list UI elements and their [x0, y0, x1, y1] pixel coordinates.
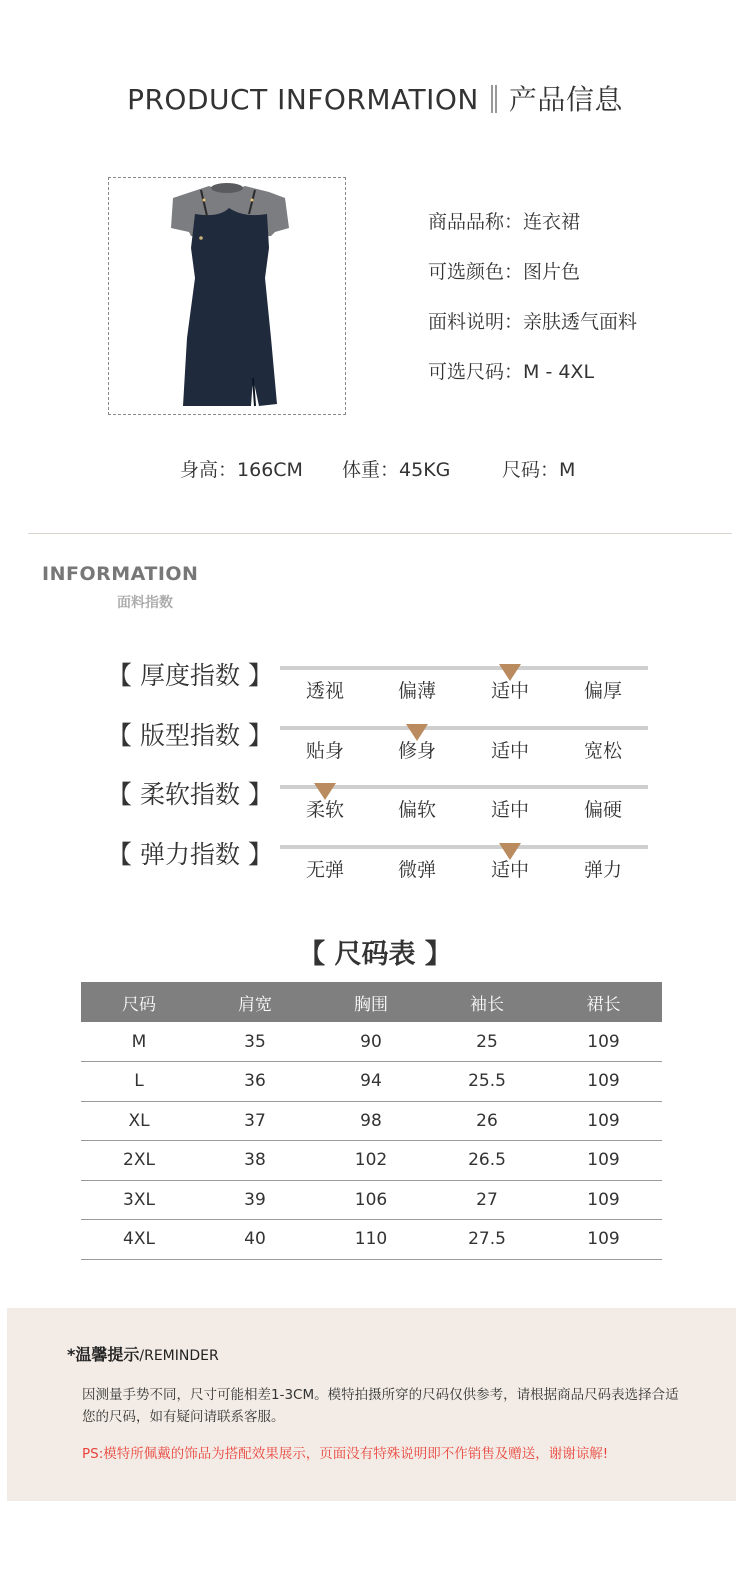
table-cell: 26: [429, 1101, 545, 1141]
index-option: 偏厚: [583, 680, 622, 702]
table-cell: 39: [197, 1180, 313, 1220]
table-cell: 94: [313, 1062, 429, 1102]
table-row: [81, 1062, 662, 1102]
table-cell: 109: [545, 1022, 662, 1062]
table-cell: 102: [313, 1141, 429, 1181]
table-cell: 3XL: [81, 1180, 197, 1220]
spec-value: 图片色: [523, 261, 581, 283]
index-option: 柔软: [305, 799, 344, 821]
index-marker-icon: [499, 664, 521, 681]
index-option: 适中: [490, 680, 529, 702]
header-separator: [491, 85, 497, 113]
reminder-ps: PS:模特所佩戴的饰品为搭配效果展示，页面没有特殊说明即不作销售及赠送，谢谢谅解!: [82, 1446, 609, 1462]
table-cell: 109: [545, 1101, 662, 1141]
page-header: [0, 78, 750, 118]
reminder-title-cn: *温馨提示: [67, 1345, 140, 1364]
spec-label: 面料说明：: [428, 311, 524, 333]
index-bar: [280, 666, 648, 670]
index-marker-icon: [499, 843, 521, 860]
model-weight-value: 45KG: [399, 459, 451, 481]
index-option: 修身: [397, 740, 436, 762]
header-title-en: PRODUCT INFORMATION: [127, 83, 479, 116]
spec-value: 连衣裙: [523, 211, 581, 233]
spec-row-name: [428, 208, 637, 258]
reminder-title-en: /REMINDER: [139, 1348, 219, 1364]
index-option: 偏软: [397, 799, 436, 821]
model-info: [180, 455, 575, 482]
spec-value: 亲肤透气面料: [523, 311, 638, 333]
index-option: 偏薄: [397, 680, 436, 702]
dress-illustration: [109, 178, 347, 416]
index-option: 适中: [490, 740, 529, 762]
size-table-header-cell: 尺码: [81, 982, 197, 1022]
table-cell: 26.5: [429, 1141, 545, 1181]
table-row: [81, 1022, 662, 1062]
index-row: [0, 716, 750, 776]
header-title-cn: 产品信息: [508, 83, 623, 116]
spec-label: 可选颜色：: [428, 261, 524, 283]
table-row: [81, 1180, 662, 1220]
size-table-header: [81, 982, 662, 1022]
table-cell: L: [81, 1062, 197, 1102]
table-cell: 90: [313, 1022, 429, 1062]
table-cell: 35: [197, 1022, 313, 1062]
index-label: 【 版型指数 】: [107, 721, 273, 750]
model-weight: [342, 455, 502, 482]
index-label: 【 弹力指数 】: [107, 840, 273, 869]
index-option: 贴身: [305, 740, 344, 762]
table-cell: 27: [429, 1180, 545, 1220]
index-option: 微弹: [397, 859, 436, 881]
table-cell: 109: [545, 1180, 662, 1220]
size-chart-title: 【 尺码表 】: [298, 939, 452, 970]
info-subtitle: 面料指数: [117, 595, 173, 611]
table-cell: 25.5: [429, 1062, 545, 1102]
section-divider: [28, 533, 732, 534]
size-table-header-cell: 肩宽: [197, 982, 313, 1022]
model-weight-label: 体重：: [342, 459, 400, 481]
spec-row-fabric: [428, 308, 637, 358]
product-specs: [428, 208, 637, 408]
table-row: [81, 1101, 662, 1141]
size-table-header-cell: 胸围: [313, 982, 429, 1022]
model-size-value: M: [559, 459, 576, 481]
table-cell: 106: [313, 1180, 429, 1220]
index-row: [0, 775, 750, 835]
index-row: [0, 835, 750, 895]
reminder-text: 因测量手势不同，尺寸可能相差1-3CM。模特拍摄所穿的尺码仅供参考，请根据商品尺码表选择合适您的尺码，如有疑问请联系客服。: [82, 1387, 679, 1425]
index-option: 适中: [490, 859, 529, 881]
spec-label: 商品品称：: [428, 211, 524, 233]
reminder-title: [67, 1342, 219, 1365]
size-table: [81, 982, 662, 1260]
index-row: [0, 656, 750, 716]
spec-label: 可选尺码：: [428, 361, 524, 383]
table-row: [81, 1220, 662, 1260]
index-marker-icon: [314, 783, 336, 800]
info-title: INFORMATION: [42, 563, 199, 585]
index-option: 宽松: [583, 740, 622, 762]
spec-row-color: [428, 258, 637, 308]
index-option: 适中: [490, 799, 529, 821]
model-height-value: 166CM: [237, 459, 303, 481]
table-cell: 38: [197, 1141, 313, 1181]
index-option: 无弹: [305, 859, 344, 881]
table-cell: 98: [313, 1101, 429, 1141]
model-size-label: 尺码：: [502, 459, 560, 481]
table-cell: 27.5: [429, 1220, 545, 1260]
index-marker-icon: [406, 724, 428, 741]
table-cell: M: [81, 1022, 197, 1062]
index-bar: [280, 726, 648, 730]
table-cell: 4XL: [81, 1220, 197, 1260]
table-row: [81, 1141, 662, 1181]
product-image: [108, 177, 346, 415]
model-height: [180, 455, 342, 482]
table-cell: 25: [429, 1022, 545, 1062]
table-cell: 36: [197, 1062, 313, 1102]
table-cell: 109: [545, 1220, 662, 1260]
table-cell: XL: [81, 1101, 197, 1141]
table-cell: 2XL: [81, 1141, 197, 1181]
size-table-header-cell: 裙长: [545, 982, 662, 1022]
index-option: 透视: [305, 680, 344, 702]
index-label: 【 厚度指数 】: [107, 661, 273, 690]
table-cell: 37: [197, 1101, 313, 1141]
index-label: 【 柔软指数 】: [107, 780, 273, 809]
index-option: 偏硬: [583, 799, 622, 821]
table-cell: 109: [545, 1062, 662, 1102]
index-bar: [280, 845, 648, 849]
size-table-header-cell: 袖长: [429, 982, 545, 1022]
table-cell: 40: [197, 1220, 313, 1260]
spec-value: M - 4XL: [523, 361, 595, 383]
model-size: [502, 455, 575, 482]
table-cell: 110: [313, 1220, 429, 1260]
spec-row-size: [428, 358, 637, 408]
model-height-label: 身高：: [180, 459, 238, 481]
table-cell: 109: [545, 1141, 662, 1181]
reminder-box: [7, 1308, 736, 1501]
index-option: 弹力: [583, 859, 622, 881]
